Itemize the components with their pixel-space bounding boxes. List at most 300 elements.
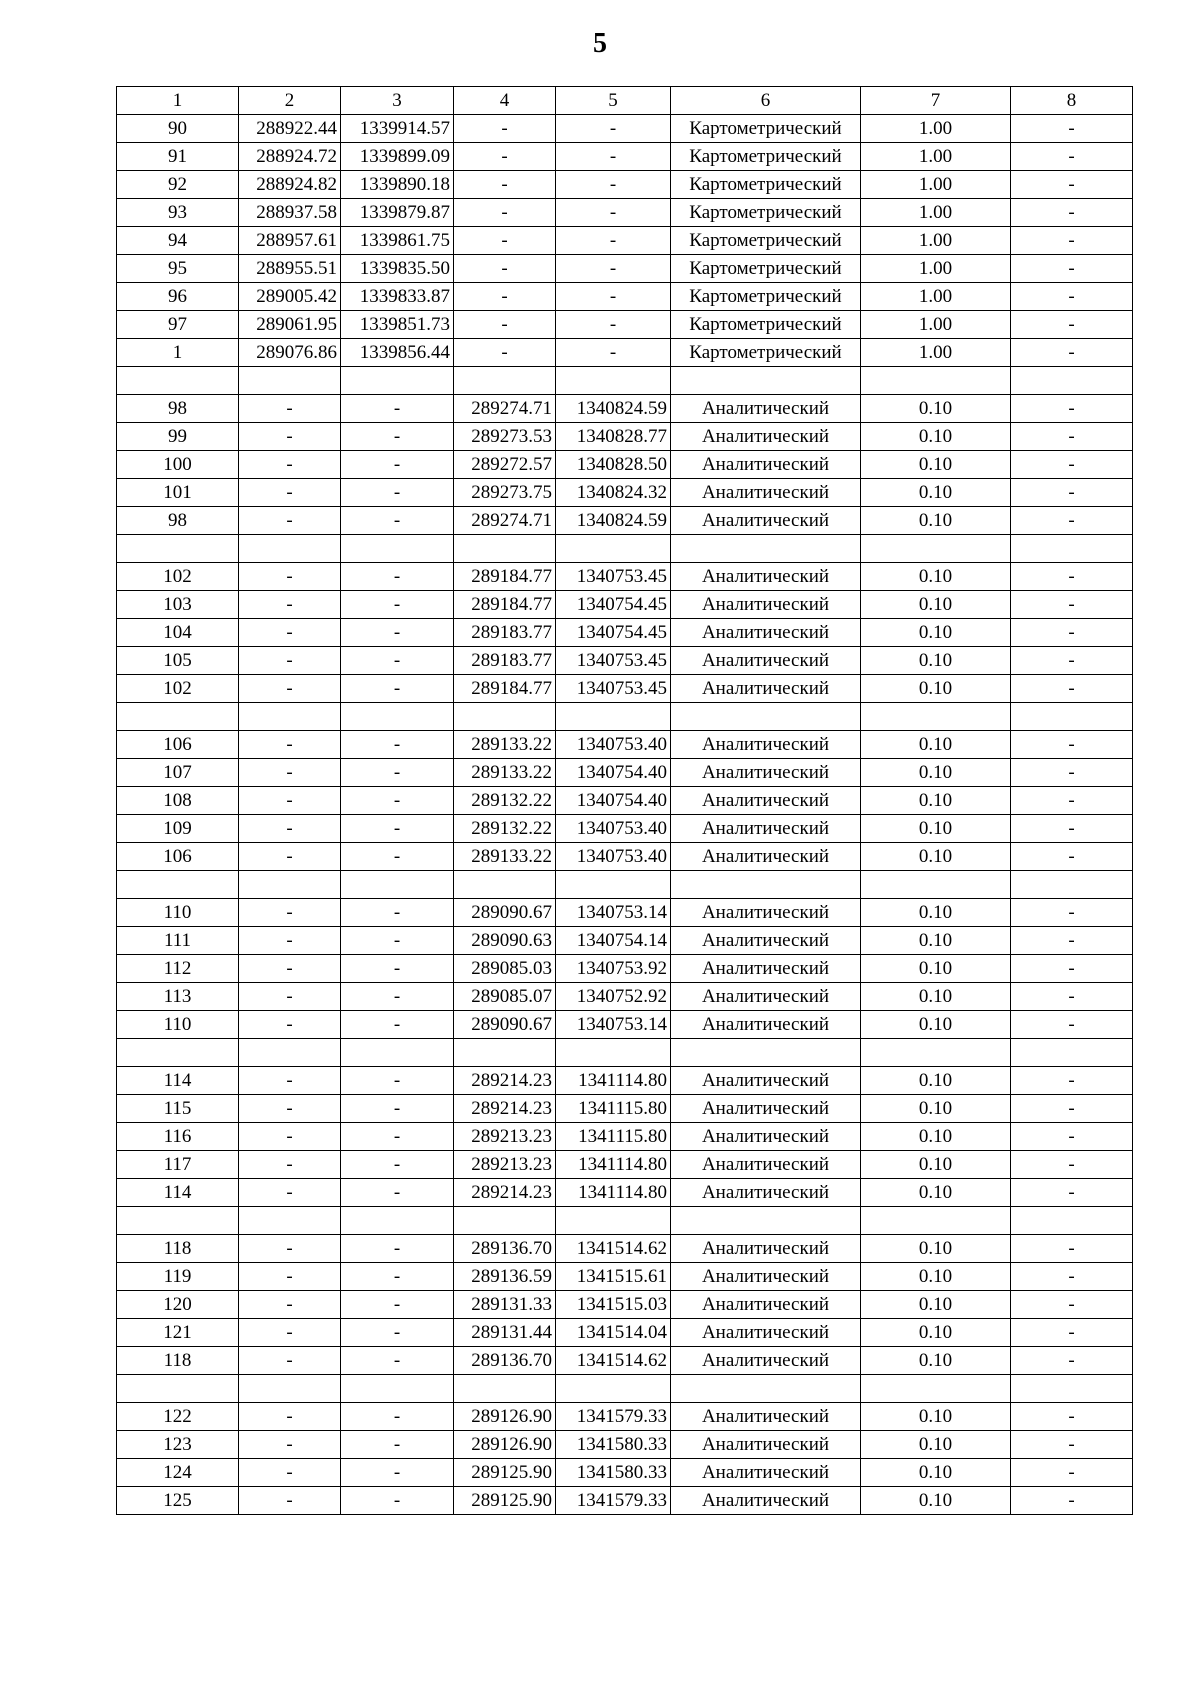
- method-cell: [671, 535, 861, 563]
- point-number-cell: 125: [117, 1487, 239, 1515]
- x-new-cell: -: [454, 339, 556, 367]
- y-new-cell: 1340753.45: [556, 675, 671, 703]
- x-existing-cell: -: [239, 899, 341, 927]
- note-cell: -: [1011, 255, 1133, 283]
- point-number-cell: 109: [117, 815, 239, 843]
- x-existing-cell: -: [239, 507, 341, 535]
- point-number-cell: 106: [117, 843, 239, 871]
- table-row: [117, 927, 1133, 955]
- method-cell: Картометрический: [671, 283, 861, 311]
- note-cell: [1011, 871, 1133, 899]
- point-number-cell: [117, 871, 239, 899]
- note-cell: -: [1011, 1347, 1133, 1375]
- y-existing-cell: -: [341, 451, 454, 479]
- x-new-cell: -: [454, 199, 556, 227]
- point-number-cell: 93: [117, 199, 239, 227]
- accuracy-cell: [861, 1207, 1011, 1235]
- table-row: [117, 423, 1133, 451]
- y-existing-cell: [341, 871, 454, 899]
- table-row: [117, 759, 1133, 787]
- table-row: [117, 619, 1133, 647]
- table-row: [117, 1039, 1133, 1067]
- y-new-cell: 1341515.61: [556, 1263, 671, 1291]
- note-cell: -: [1011, 1431, 1133, 1459]
- table-row: [117, 1375, 1133, 1403]
- table-row: [117, 815, 1133, 843]
- point-number-cell: 108: [117, 787, 239, 815]
- table-row: [117, 1291, 1133, 1319]
- column-header: 4: [454, 87, 556, 115]
- x-new-cell: 289273.75: [454, 479, 556, 507]
- x-existing-cell: -: [239, 731, 341, 759]
- y-new-cell: 1340754.40: [556, 787, 671, 815]
- table-row: [117, 1431, 1133, 1459]
- method-cell: Аналитический: [671, 1487, 861, 1515]
- accuracy-cell: 0.10: [861, 619, 1011, 647]
- method-cell: Аналитический: [671, 759, 861, 787]
- note-cell: -: [1011, 927, 1133, 955]
- y-existing-cell: -: [341, 815, 454, 843]
- x-existing-cell: -: [239, 1403, 341, 1431]
- point-number-cell: 124: [117, 1459, 239, 1487]
- method-cell: [671, 367, 861, 395]
- x-new-cell: 289214.23: [454, 1179, 556, 1207]
- point-number-cell: 115: [117, 1095, 239, 1123]
- x-new-cell: 289133.22: [454, 759, 556, 787]
- y-new-cell: 1341514.62: [556, 1235, 671, 1263]
- y-existing-cell: [341, 367, 454, 395]
- y-new-cell: [556, 535, 671, 563]
- y-new-cell: 1340754.45: [556, 619, 671, 647]
- point-number-cell: 94: [117, 227, 239, 255]
- x-existing-cell: -: [239, 1095, 341, 1123]
- method-cell: Аналитический: [671, 563, 861, 591]
- method-cell: Картометрический: [671, 199, 861, 227]
- note-cell: [1011, 535, 1133, 563]
- point-number-cell: 97: [117, 311, 239, 339]
- table-row: [117, 227, 1133, 255]
- method-cell: Картометрический: [671, 115, 861, 143]
- x-existing-cell: [239, 1207, 341, 1235]
- x-existing-cell: 288937.58: [239, 199, 341, 227]
- method-cell: Аналитический: [671, 423, 861, 451]
- note-cell: [1011, 1039, 1133, 1067]
- x-existing-cell: -: [239, 1151, 341, 1179]
- y-existing-cell: -: [341, 1011, 454, 1039]
- note-cell: -: [1011, 647, 1133, 675]
- y-new-cell: 1341580.33: [556, 1431, 671, 1459]
- note-cell: -: [1011, 843, 1133, 871]
- accuracy-cell: 0.10: [861, 843, 1011, 871]
- accuracy-cell: 1.00: [861, 115, 1011, 143]
- y-new-cell: [556, 1207, 671, 1235]
- y-new-cell: -: [556, 143, 671, 171]
- x-existing-cell: -: [239, 927, 341, 955]
- accuracy-cell: [861, 1375, 1011, 1403]
- y-new-cell: 1340752.92: [556, 983, 671, 1011]
- x-new-cell: [454, 1207, 556, 1235]
- y-new-cell: 1340824.59: [556, 395, 671, 423]
- table-row: [117, 171, 1133, 199]
- x-new-cell: 289090.67: [454, 899, 556, 927]
- note-cell: -: [1011, 1151, 1133, 1179]
- y-new-cell: -: [556, 255, 671, 283]
- accuracy-cell: 0.10: [861, 479, 1011, 507]
- note-cell: -: [1011, 591, 1133, 619]
- y-existing-cell: -: [341, 647, 454, 675]
- x-new-cell: 289125.90: [454, 1459, 556, 1487]
- x-new-cell: -: [454, 115, 556, 143]
- method-cell: Аналитический: [671, 899, 861, 927]
- method-cell: Аналитический: [671, 1235, 861, 1263]
- y-existing-cell: -: [341, 983, 454, 1011]
- x-new-cell: 289184.77: [454, 675, 556, 703]
- method-cell: [671, 1207, 861, 1235]
- method-cell: [671, 871, 861, 899]
- y-existing-cell: 1339879.87: [341, 199, 454, 227]
- y-existing-cell: -: [341, 787, 454, 815]
- note-cell: -: [1011, 1123, 1133, 1151]
- note-cell: -: [1011, 1487, 1133, 1515]
- x-existing-cell: -: [239, 787, 341, 815]
- x-existing-cell: -: [239, 1347, 341, 1375]
- table-row: [117, 787, 1133, 815]
- accuracy-cell: 1.00: [861, 143, 1011, 171]
- accuracy-cell: 1.00: [861, 255, 1011, 283]
- point-number-cell: 114: [117, 1067, 239, 1095]
- x-existing-cell: -: [239, 395, 341, 423]
- x-existing-cell: -: [239, 1431, 341, 1459]
- table-row: [117, 143, 1133, 171]
- accuracy-cell: [861, 703, 1011, 731]
- point-number-cell: 118: [117, 1347, 239, 1375]
- point-number-cell: 102: [117, 563, 239, 591]
- table-row: [117, 1095, 1133, 1123]
- table-row: [117, 1235, 1133, 1263]
- y-existing-cell: -: [341, 731, 454, 759]
- y-new-cell: -: [556, 283, 671, 311]
- y-existing-cell: -: [341, 1123, 454, 1151]
- y-new-cell: -: [556, 171, 671, 199]
- x-new-cell: 289183.77: [454, 619, 556, 647]
- y-existing-cell: 1339890.18: [341, 171, 454, 199]
- x-existing-cell: [239, 871, 341, 899]
- y-new-cell: 1340753.40: [556, 731, 671, 759]
- y-new-cell: 1340753.14: [556, 899, 671, 927]
- note-cell: -: [1011, 311, 1133, 339]
- table-row: [117, 703, 1133, 731]
- method-cell: Картометрический: [671, 255, 861, 283]
- x-existing-cell: -: [239, 955, 341, 983]
- accuracy-cell: [861, 1039, 1011, 1067]
- column-header: 5: [556, 87, 671, 115]
- x-existing-cell: -: [239, 563, 341, 591]
- note-cell: -: [1011, 675, 1133, 703]
- x-new-cell: 289184.77: [454, 563, 556, 591]
- accuracy-cell: 0.10: [861, 899, 1011, 927]
- note-cell: -: [1011, 1235, 1133, 1263]
- x-existing-cell: 289061.95: [239, 311, 341, 339]
- point-number-cell: 117: [117, 1151, 239, 1179]
- point-number-cell: 105: [117, 647, 239, 675]
- x-new-cell: 289133.22: [454, 843, 556, 871]
- table-row: [117, 591, 1133, 619]
- table-row: [117, 1011, 1133, 1039]
- x-existing-cell: 289076.86: [239, 339, 341, 367]
- point-number-cell: 102: [117, 675, 239, 703]
- y-existing-cell: 1339835.50: [341, 255, 454, 283]
- method-cell: Аналитический: [671, 815, 861, 843]
- x-new-cell: 289214.23: [454, 1067, 556, 1095]
- note-cell: -: [1011, 1319, 1133, 1347]
- note-cell: -: [1011, 507, 1133, 535]
- table-row: [117, 311, 1133, 339]
- accuracy-cell: 0.10: [861, 647, 1011, 675]
- x-existing-cell: -: [239, 1011, 341, 1039]
- y-existing-cell: [341, 1039, 454, 1067]
- method-cell: Аналитический: [671, 1151, 861, 1179]
- x-existing-cell: -: [239, 1291, 341, 1319]
- point-number-cell: [117, 535, 239, 563]
- note-cell: -: [1011, 479, 1133, 507]
- note-cell: -: [1011, 1179, 1133, 1207]
- x-existing-cell: -: [239, 591, 341, 619]
- point-number-cell: 122: [117, 1403, 239, 1431]
- method-cell: Аналитический: [671, 1459, 861, 1487]
- column-header: 6: [671, 87, 861, 115]
- method-cell: Аналитический: [671, 1431, 861, 1459]
- table-row: [117, 255, 1133, 283]
- y-existing-cell: -: [341, 1263, 454, 1291]
- point-number-cell: 119: [117, 1263, 239, 1291]
- y-new-cell: 1341514.62: [556, 1347, 671, 1375]
- point-number-cell: 99: [117, 423, 239, 451]
- y-new-cell: 1341115.80: [556, 1123, 671, 1151]
- x-existing-cell: -: [239, 843, 341, 871]
- note-cell: [1011, 1375, 1133, 1403]
- table-row: [117, 871, 1133, 899]
- x-new-cell: [454, 871, 556, 899]
- x-existing-cell: -: [239, 619, 341, 647]
- accuracy-cell: 0.10: [861, 1347, 1011, 1375]
- table-row: [117, 1487, 1133, 1515]
- y-existing-cell: -: [341, 927, 454, 955]
- table-row: [117, 647, 1133, 675]
- accuracy-cell: 0.10: [861, 675, 1011, 703]
- note-cell: -: [1011, 283, 1133, 311]
- accuracy-cell: 0.10: [861, 423, 1011, 451]
- column-header: 8: [1011, 87, 1133, 115]
- x-existing-cell: [239, 535, 341, 563]
- x-new-cell: 289184.77: [454, 591, 556, 619]
- accuracy-cell: [861, 871, 1011, 899]
- point-number-cell: 1: [117, 339, 239, 367]
- x-new-cell: [454, 1039, 556, 1067]
- method-cell: Аналитический: [671, 1403, 861, 1431]
- y-existing-cell: -: [341, 1431, 454, 1459]
- method-cell: Аналитический: [671, 1179, 861, 1207]
- x-new-cell: -: [454, 311, 556, 339]
- y-new-cell: 1341515.03: [556, 1291, 671, 1319]
- method-cell: Картометрический: [671, 227, 861, 255]
- note-cell: -: [1011, 1011, 1133, 1039]
- x-existing-cell: -: [239, 1067, 341, 1095]
- note-cell: -: [1011, 983, 1133, 1011]
- y-new-cell: 1340754.14: [556, 927, 671, 955]
- x-new-cell: 289090.67: [454, 1011, 556, 1039]
- method-cell: [671, 703, 861, 731]
- y-new-cell: 1341580.33: [556, 1459, 671, 1487]
- y-existing-cell: [341, 703, 454, 731]
- point-number-cell: [117, 1375, 239, 1403]
- y-existing-cell: -: [341, 1235, 454, 1263]
- method-cell: Аналитический: [671, 395, 861, 423]
- x-existing-cell: -: [239, 983, 341, 1011]
- x-existing-cell: -: [239, 423, 341, 451]
- x-new-cell: 289090.63: [454, 927, 556, 955]
- table-row: [117, 283, 1133, 311]
- x-new-cell: 289126.90: [454, 1403, 556, 1431]
- y-new-cell: -: [556, 311, 671, 339]
- y-new-cell: 1341579.33: [556, 1403, 671, 1431]
- x-existing-cell: -: [239, 1263, 341, 1291]
- table-row: [117, 451, 1133, 479]
- note-cell: -: [1011, 1067, 1133, 1095]
- y-new-cell: -: [556, 199, 671, 227]
- method-cell: Аналитический: [671, 1123, 861, 1151]
- table-row: [117, 843, 1133, 871]
- x-new-cell: 289136.59: [454, 1263, 556, 1291]
- method-cell: Аналитический: [671, 955, 861, 983]
- x-new-cell: 289213.23: [454, 1151, 556, 1179]
- point-number-cell: 111: [117, 927, 239, 955]
- note-cell: -: [1011, 423, 1133, 451]
- table-body: [117, 87, 1133, 1515]
- y-existing-cell: -: [341, 675, 454, 703]
- note-cell: -: [1011, 787, 1133, 815]
- x-new-cell: 289125.90: [454, 1487, 556, 1515]
- x-new-cell: 289274.71: [454, 507, 556, 535]
- y-existing-cell: -: [341, 1459, 454, 1487]
- x-new-cell: 289131.44: [454, 1319, 556, 1347]
- accuracy-cell: 0.10: [861, 815, 1011, 843]
- accuracy-cell: 1.00: [861, 199, 1011, 227]
- note-cell: -: [1011, 1403, 1133, 1431]
- y-new-cell: 1340828.77: [556, 423, 671, 451]
- method-cell: Аналитический: [671, 591, 861, 619]
- accuracy-cell: 0.10: [861, 1067, 1011, 1095]
- y-new-cell: 1341114.80: [556, 1151, 671, 1179]
- method-cell: Аналитический: [671, 983, 861, 1011]
- column-header: 7: [861, 87, 1011, 115]
- y-existing-cell: -: [341, 899, 454, 927]
- table-row: [117, 199, 1133, 227]
- accuracy-cell: 0.10: [861, 1319, 1011, 1347]
- y-new-cell: 1341114.80: [556, 1067, 671, 1095]
- table-row: [117, 507, 1133, 535]
- accuracy-cell: 0.10: [861, 1431, 1011, 1459]
- note-cell: -: [1011, 815, 1133, 843]
- table-row: [117, 1207, 1133, 1235]
- coordinates-table: [116, 86, 1133, 1515]
- method-cell: Аналитический: [671, 927, 861, 955]
- accuracy-cell: [861, 367, 1011, 395]
- note-cell: -: [1011, 227, 1133, 255]
- x-existing-cell: [239, 1039, 341, 1067]
- y-new-cell: 1340828.50: [556, 451, 671, 479]
- method-cell: Аналитический: [671, 1291, 861, 1319]
- x-new-cell: -: [454, 171, 556, 199]
- point-number-cell: [117, 1207, 239, 1235]
- y-new-cell: [556, 1039, 671, 1067]
- x-new-cell: 289136.70: [454, 1235, 556, 1263]
- point-number-cell: 100: [117, 451, 239, 479]
- point-number-cell: [117, 1039, 239, 1067]
- y-new-cell: 1341514.04: [556, 1319, 671, 1347]
- table-row: [117, 1319, 1133, 1347]
- accuracy-cell: 0.10: [861, 1123, 1011, 1151]
- point-number-cell: 98: [117, 507, 239, 535]
- x-new-cell: 289136.70: [454, 1347, 556, 1375]
- table-row: [117, 1347, 1133, 1375]
- y-new-cell: 1340753.40: [556, 815, 671, 843]
- note-cell: -: [1011, 339, 1133, 367]
- x-existing-cell: -: [239, 451, 341, 479]
- x-existing-cell: -: [239, 647, 341, 675]
- accuracy-cell: 0.10: [861, 451, 1011, 479]
- note-cell: -: [1011, 451, 1133, 479]
- accuracy-cell: 0.10: [861, 1487, 1011, 1515]
- note-cell: [1011, 703, 1133, 731]
- note-cell: -: [1011, 731, 1133, 759]
- note-cell: -: [1011, 115, 1133, 143]
- x-new-cell: 289085.03: [454, 955, 556, 983]
- x-existing-cell: 288922.44: [239, 115, 341, 143]
- x-existing-cell: 288924.82: [239, 171, 341, 199]
- point-number-cell: 92: [117, 171, 239, 199]
- x-existing-cell: 288924.72: [239, 143, 341, 171]
- y-new-cell: -: [556, 227, 671, 255]
- table-row: [117, 1123, 1133, 1151]
- accuracy-cell: 0.10: [861, 563, 1011, 591]
- y-new-cell: 1341115.80: [556, 1095, 671, 1123]
- note-cell: -: [1011, 563, 1133, 591]
- table-row: [117, 339, 1133, 367]
- point-number-cell: 90: [117, 115, 239, 143]
- x-existing-cell: [239, 703, 341, 731]
- x-existing-cell: -: [239, 1235, 341, 1263]
- table-row: [117, 395, 1133, 423]
- y-existing-cell: 1339914.57: [341, 115, 454, 143]
- table-row: [117, 1263, 1133, 1291]
- accuracy-cell: 0.10: [861, 507, 1011, 535]
- y-existing-cell: -: [341, 955, 454, 983]
- x-existing-cell: -: [239, 675, 341, 703]
- point-number-cell: 110: [117, 1011, 239, 1039]
- point-number-cell: 98: [117, 395, 239, 423]
- x-existing-cell: -: [239, 759, 341, 787]
- y-existing-cell: -: [341, 563, 454, 591]
- y-existing-cell: -: [341, 1095, 454, 1123]
- accuracy-cell: 0.10: [861, 787, 1011, 815]
- table-row: [117, 367, 1133, 395]
- x-new-cell: 289131.33: [454, 1291, 556, 1319]
- method-cell: Аналитический: [671, 1067, 861, 1095]
- method-cell: Аналитический: [671, 1263, 861, 1291]
- column-header: 3: [341, 87, 454, 115]
- x-new-cell: -: [454, 143, 556, 171]
- y-existing-cell: 1339851.73: [341, 311, 454, 339]
